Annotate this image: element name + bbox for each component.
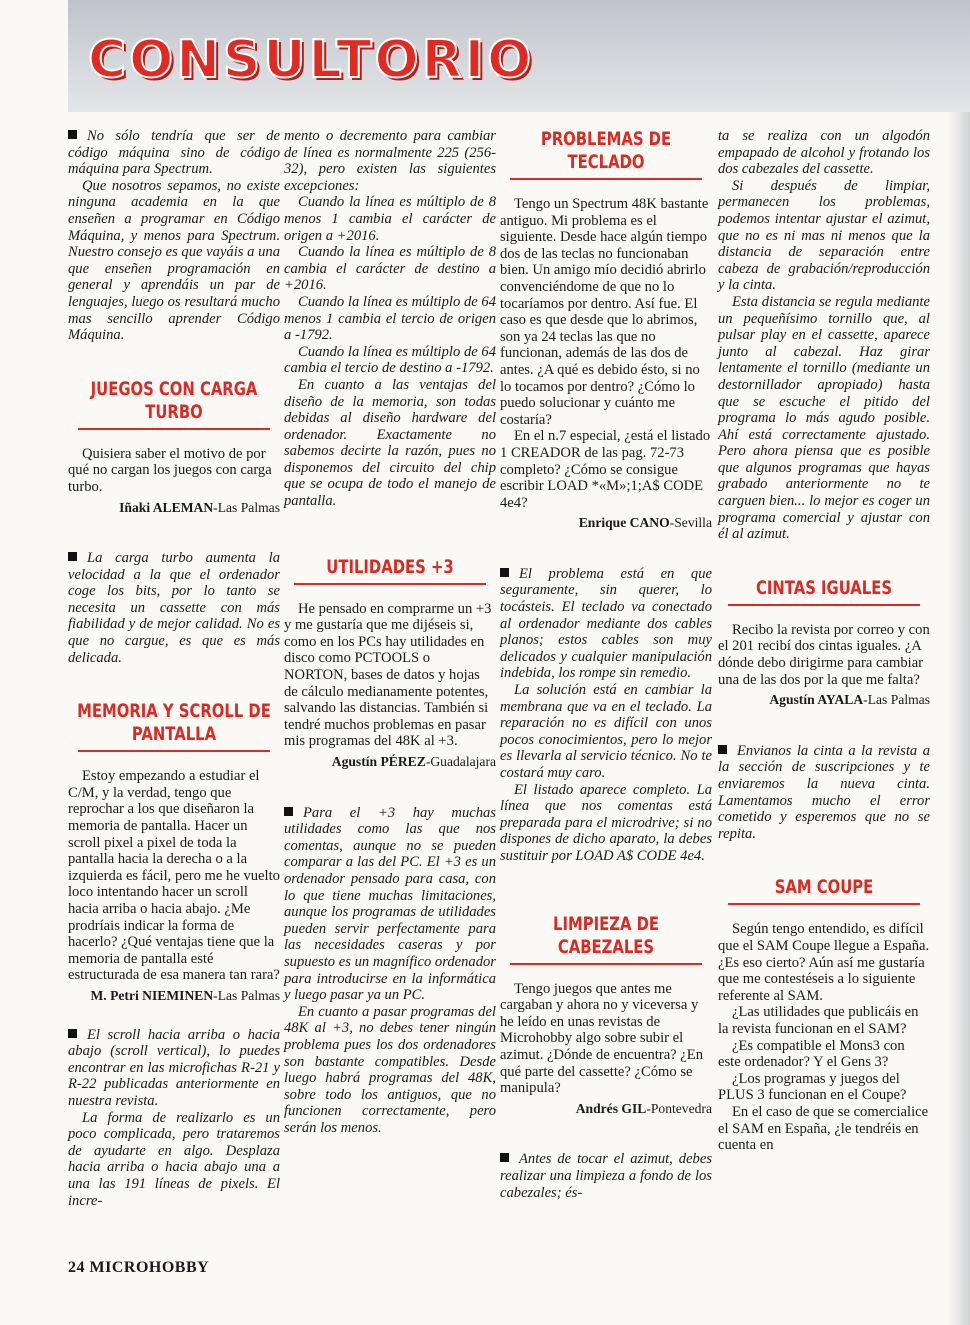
- letter-sam: [718, 921, 930, 1153]
- answer-bullet-icon: [284, 807, 293, 816]
- author-name: Agustín AYALA: [769, 692, 864, 708]
- author-place: -Las Palmas: [213, 987, 280, 1003]
- section-heading-juegos: JUEGOS CON CARGA TURBO: [90, 377, 258, 423]
- answer-bullet-icon: [68, 552, 77, 561]
- answer-paragraph: La carga turbo aumenta la velocidad a la que el ordenador coge los bits, por lo tanto se necesita un cassette con más fiabilidad y de mejor calidad. No es que no cargue, es que es más delicada.: [68, 550, 280, 666]
- heading-rule: [78, 428, 270, 430]
- author-place: -Las Palmas: [863, 692, 930, 708]
- answer-paragraph: La forma de realizarlo es un poco complicada, pero trataremos de ayudarte en algo. Desplaza hacia arriba o hacia abajo una a una las 191 líneas de pixels. El incre-: [68, 1109, 280, 1209]
- answer-paragraph: Para el +3 hay muchas utilidades como las que nos comentas, aunque no se pueden comparar a las del PC. El +3 es un ordenador pensado para casa, con lo que tiene muchas limitaciones, aunque los programas de utilidades pueden servir perfectamente para las necesidades caseras y por supuesto es un magnífico ordenador para introducirse en la informática y luego pasar ya un PC.: [284, 804, 496, 1004]
- header-left-margin: [0, 0, 68, 112]
- section-heading-memoria: MEMORIA Y SCROLL DE PANTALLA: [77, 700, 271, 746]
- author-place: -Guadalajara: [425, 754, 496, 769]
- answer-bullet-icon: [500, 568, 509, 577]
- column-1: [68, 128, 280, 1209]
- answer-memoria: [68, 1027, 280, 1210]
- answer-paragraph: El listado aparece completo. La línea que nos comentas está preparada para el microdrive; si no dispones de dicho aparato, la debes sustituir por LOAD A$ CODE 4e4.: [500, 781, 712, 864]
- heading-rule: [78, 750, 270, 752]
- letter-paragraph: ¿Es compatible el Mons3 con este ordenador? Y el Gens 3?: [718, 1037, 905, 1071]
- letter-paragraph: Quisiera saber el motivo de por qué no cargan los juegos con carga turbo.: [68, 445, 272, 495]
- letter-utilidades: [284, 601, 496, 771]
- answer-bullet-icon: [500, 1153, 509, 1162]
- answer-memoria-cont: [284, 128, 496, 510]
- answer-paragraph: En cuanto a las ventajas del diseño de la memoria, son todas debidas al diseño hardware del ordenador. Exactamente no sabemos decirte la razón, pues no disponemos del circuito del chip que se ocupa de todo el manejo de pantalla.: [284, 376, 496, 510]
- answer-paragraph: ta se realiza con un algodón empapado de alcohol y frotando los dos cabezales del cassette.: [718, 128, 930, 178]
- letter-paragraph: Tengo un Spectrum 48K bastante antiguo. Mi problema es el siguiente. Desde hace algún tiempo dos de las teclas no funcionaban bien. Un amigo mío decidió abrirlo convenciéndome de que no lo tocaríamos por dentro. Así fue. El caso es que desde que lo abrimos, son ya 24 teclas las que no funcionan, además de las dos de antes. ¿A qué es debido ésto, si no lo tocamos por dentro? ¿Cómo lo puedo solucionar y cuánto me costaría?: [500, 196, 709, 428]
- answer-paragraph: Esta distancia se regula mediante un pequeñísimo tornillo que, al pulsar play en el cassette, aparece junto al cabezal. Haz girar lentamente el tornillo (mediante un destornillador apropiado) hasta que se escuche el pitido del programa lo más agudo posible. Ahí está correctamente ajustado. Pero ahora piensa que es posible que algunos programas que hayas grabado anteriormente no te carguen bien... lo mejor es coger un programa comercial y ajustar con él al azimut.: [718, 293, 930, 543]
- section-title: CONSULTORIO: [88, 30, 535, 90]
- heading-rule: [294, 583, 486, 585]
- answer-paragraph: Si después de limpiar, permanecen los problemas, podemos intentar ajustar el azimut, que no es ni mas ni menos que la distancia de separación entre cabeza de grabación/reproducción y la cinta.: [718, 177, 930, 294]
- section-heading-utilidades: UTILIDADES +3: [326, 555, 454, 578]
- answer-paragraph: No sólo tendría que ser de código máquina sino de código máquina para Spectrum.: [68, 128, 280, 178]
- letter-memoria: [68, 768, 280, 1004]
- answer-utilidades: [284, 805, 496, 1137]
- answer-paragraph: El scroll hacia arriba o hacia abajo (scroll vertical), lo puedes encontrar en las microfichas R-21 y R-22 publicadas anteriormente en nuestra revista.: [68, 1026, 280, 1109]
- letter-author: [68, 988, 280, 1005]
- section-heading-cintas: CINTAS IGUALES: [755, 576, 893, 599]
- answer-paragraph: Cuando la línea es múltiplo de 8 cambia el carácter de destino a +2016.: [284, 244, 496, 294]
- answer-bullet-icon: [68, 130, 77, 139]
- author-name: M. Petri NIEMINEN: [90, 987, 214, 1003]
- author-place: -Pontevedra: [646, 1100, 712, 1116]
- letter-author: [500, 1101, 712, 1118]
- page-folio: 24 MICROHOBBY: [68, 1259, 210, 1276]
- letter-cintas: [718, 622, 930, 709]
- answer-paragraph: En cuanto a pasar programas del 48K al +3, no debes tener ningún problema pues los dos ordenadores son bastante compatibles. Desde luego habrá programas del 48K, sobre todo los antiguos, que no funcionen correctamente, pero serán los menos.: [284, 1003, 496, 1136]
- answer-paragraph: Cuando la línea es múltiplo de 8 menos 1 cambia el carácter de origen a +2016.: [284, 194, 496, 244]
- author-name: Andrés GIL: [575, 1100, 647, 1116]
- answer-limpieza-cont: [718, 128, 930, 543]
- letter-paragraph: En el n.7 especial, ¿está el listado 1 CREADOR de las pag. 72-73 completo? ¿Cómo se consigue escribir LOAD *«M»;1;A$ CODE 4e4?: [500, 428, 711, 511]
- letter-paragraph: Estoy empezando a estudiar el C/M, y la verdad, tengo que reprochar a los que diseñaron la memoria de pantalla. Hacer un scroll pixel a pixel de toda la pantalla hacia la derecha o a la izquierda es fácil, pero me he vuelto loco intentando hacer un scroll hacia arriba o hacia abajo. ¿Me prodríais indicar la forma de hacerlo? ¿Qué ventajas tiene que la memoria de pantalla esté estructurada de esa manera tan rara?: [68, 768, 280, 984]
- answer-paragraph: Que nosotros sepamos, no existe ninguna academia en la que enseñen a programar en Código Máquina, y menos para Spectrum. Nuestro consejo es que vayáis a una que enseñen programación en general y aprendáis un par de lenguajes, luego os resultará mucho mas sencillo aprender Código Máquina.: [68, 177, 280, 344]
- column-4: [718, 128, 930, 1154]
- heading-rule: [728, 903, 920, 905]
- page-edge-shadow: [948, 112, 970, 1325]
- answer-limpieza: [500, 1151, 712, 1201]
- letter-problemas: [500, 196, 712, 532]
- column-3: [500, 128, 712, 1201]
- answer-problemas: [500, 566, 712, 865]
- answer-paragraph: mento o decremento para cambiar de línea es normalmente 225 (256-32), pero existen las siguientes excepciones:: [284, 128, 496, 194]
- letter-paragraph: ¿Las utilidades que publicáis en la revista funcionan en el SAM?: [718, 1004, 919, 1037]
- answer-bullet-icon: [718, 745, 727, 754]
- answer-academia: [68, 128, 280, 344]
- section-heading-problemas: PROBLEMAS DE TECLADO: [540, 128, 672, 173]
- answer-paragraph: Cuando la línea es múltiplo de 64 cambia el tercio de destino a -1792.: [284, 343, 496, 377]
- answer-cintas: [718, 743, 930, 843]
- author-name: Enrique CANO: [578, 515, 670, 531]
- letter-paragraph: Recibo la revista por correo y con el 201 recibí dos cintas iguales. ¿A dónde debo dirigirme para cambiar una de las dos por la que me falta?: [718, 621, 930, 688]
- answer-paragraph: El problema está en que seguramente, sin querer, lo tocásteis. El teclado va conectado al ordenador mediante dos cables planos; estos cables son muy delicados y cualquier manipulación indebida, los rompe sin remedio.: [500, 565, 712, 682]
- letter-paragraph: Según tengo entendido, es difícil que el SAM Coupe llegue a España. ¿Es eso cierto? Aún así me gustaría que me contestéseis a lo siguiente referente al SAM.: [718, 921, 930, 1004]
- letter-author: [718, 692, 930, 709]
- author-place: -Sevilla: [669, 515, 712, 531]
- answer-bullet-icon: [68, 1029, 77, 1038]
- letter-paragraph: ¿Los programas y juegos del PLUS 3 funcionan en el Coupe?: [718, 1070, 907, 1104]
- author-name: Agustín PÉREZ: [331, 754, 426, 769]
- column-2: [284, 128, 496, 1136]
- answer-paragraph: La solución está en cambiar la membrana que va en el teclado. La reparación no es difícil con unos pocos conocimientos, pero lo mejor es llevarla al servicio técnico. No te costará muy caro.: [500, 682, 712, 781]
- heading-rule: [510, 178, 702, 180]
- letter-author: [284, 754, 496, 771]
- answer-paragraph: Cuando la línea es múltiplo de 64 menos 1 cambia el tercio de origen a -1792.: [284, 293, 496, 344]
- heading-rule: [728, 604, 920, 606]
- answer-juegos: [68, 550, 280, 666]
- letter-paragraph: En el caso de que se comercialice el SAM en España, ¿le tendréis en cuenta en: [718, 1103, 929, 1154]
- letter-author: [68, 500, 280, 517]
- section-heading-limpieza: LIMPIEZA DE CABEZALES: [552, 912, 660, 958]
- letter-juegos: [68, 446, 280, 516]
- answer-paragraph: Envianos la cinta a la revista a la sección de suscripciones y te enviaremos la nueva cinta. Lamentamos mucho el error cometido y esperemos que no se repita.: [718, 742, 930, 842]
- letter-paragraph: He pensado en comprarme un +3 y me gustaría que me dijéseis si, como en los PCs hay utilidades en disco como PCTOOLS o NORTON, bases de datos y hojas de cálculo medianamente potentes, salvando las distancias. También si tendré muchos problemas en pasar mis programas del 48K al +3.: [284, 600, 492, 750]
- letter-limpieza: [500, 981, 712, 1118]
- letter-author: [500, 515, 712, 532]
- letter-paragraph: Tengo juegos que antes me cargaban y ahora no y viceversa y he leído en unas revistas de Microhobby algo sobre subir el azimut. ¿Dónde de encuentra? ¿En qué parte del cassette? ¿Cómo se manipula?: [500, 980, 703, 1097]
- heading-rule: [510, 963, 702, 965]
- answer-paragraph: Antes de tocar el azimut, debes realizar una limpieza a fondo de los cabezales; és-: [500, 1151, 712, 1201]
- author-place: -Las Palmas: [213, 499, 280, 515]
- author-name: Iñaki ALEMAN: [119, 499, 214, 515]
- section-heading-sam: SAM COUPE: [774, 876, 874, 899]
